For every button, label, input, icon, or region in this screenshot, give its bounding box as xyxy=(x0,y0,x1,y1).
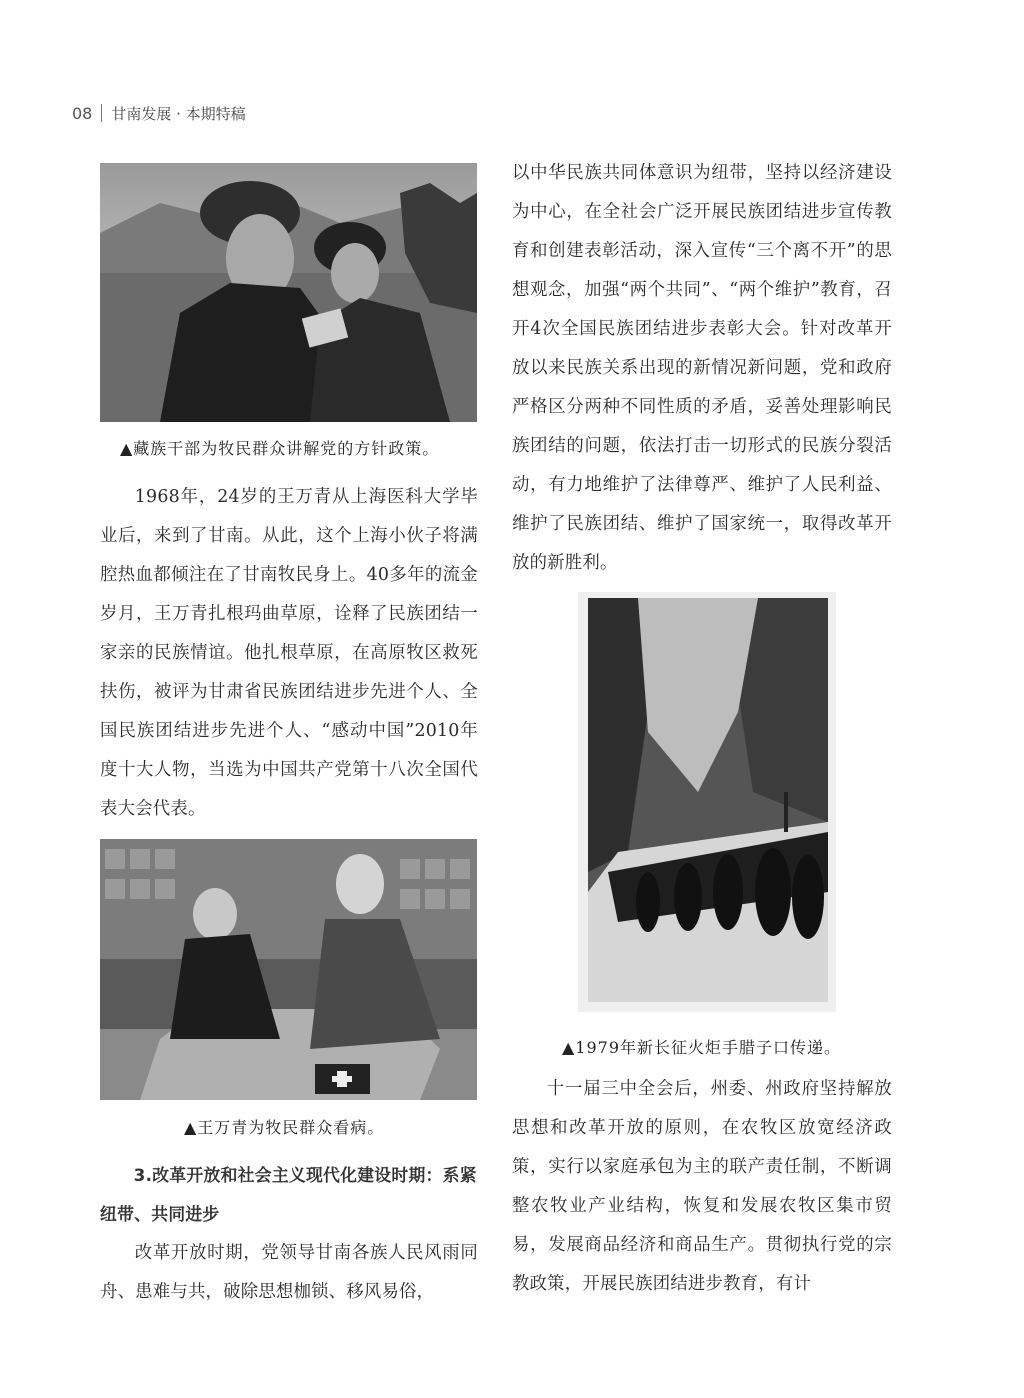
photo-torch-relay-image xyxy=(578,592,836,1012)
photo-cadre-explaining-policy xyxy=(100,163,477,422)
paragraph-reform-intro: 改革开放时期，党领导甘南各族人民风雨同舟、患难与共，破除思想枷锁、移风易俗， xyxy=(100,1243,478,1302)
paragraph-third-plenum: 十一届三中全会后，州委、州政府坚持解放思想和改革开放的原则，在农牧区放宽经济政策，实行以家庭承包为主的联产责任制，不断调整农牧业产业结构，恢复和发展农牧区集市贸易，发展商品经济和商品生产。贯彻执行党的宗教政策，开展民族团结进步教育，有计 xyxy=(512,1079,892,1294)
photo-doctor-image xyxy=(100,839,477,1100)
left-column-bottom xyxy=(100,1156,478,1312)
right-column-bottom xyxy=(512,1070,892,1304)
photo-cadre-image xyxy=(100,163,477,422)
page-number: 08 xyxy=(72,103,93,123)
photo-doctor-treating-herders xyxy=(100,839,477,1100)
page-header xyxy=(72,100,246,126)
photo2-caption: ▲王万青为牧民群众看病。 xyxy=(184,1118,385,1137)
header-divider xyxy=(101,104,102,122)
section-heading-reform: 3.改革开放和社会主义现代化建设时期：系紧纽带、共同进步 xyxy=(100,1165,477,1224)
right-column-top xyxy=(512,154,892,583)
photo1-caption: ▲藏族干部为牧民群众讲解党的方针政策。 xyxy=(120,439,440,458)
paragraph-wang-wanqing: 1968年，24岁的王万青从上海医科大学毕业后，来到了甘南。从此，这个上海小伙子将满腔热血都倾注在了甘南牧民身上。40多年的流金岁月，王万青扎根玛曲草原，诠释了民族团结一家亲的民族情谊。他扎根草原，在高原牧区救死扶伤，被评为甘肃省民族团结进步先进个人、全国民族团结进步先进个人、“感动中国”2010年度十大人物，当选为中国共产党第十八次全国代表大会代表。 xyxy=(100,487,478,819)
left-column-top xyxy=(100,478,478,829)
paragraph-ethnic-unity: 以中华民族共同体意识为纽带，坚持以经济建设为中心，在全社会广泛开展民族团结进步宣传教育和创建表彰活动，深入宣传“三个离不开”的思想观念，加强“两个共同”、“两个维护”教育，召开4次全国民族团结进步表彰大会。针对改革开放以来民族关系出现的新情况新问题，党和政府严格区分两种不同性质的矛盾，妥善处理影响民族团结的问题，依法打击一切形式的民族分裂活动，有力地维护了法律尊严、维护了人民利益、维护了民族团结、维护了国家统一，取得改革开放的新胜利。 xyxy=(512,163,892,573)
section-title: 甘南发展 · 本期特稿 xyxy=(111,104,246,123)
photo-torch-relay-lazikou xyxy=(578,592,836,1012)
photo3-caption: ▲1979年新长征火炬手腊子口传递。 xyxy=(562,1038,842,1057)
